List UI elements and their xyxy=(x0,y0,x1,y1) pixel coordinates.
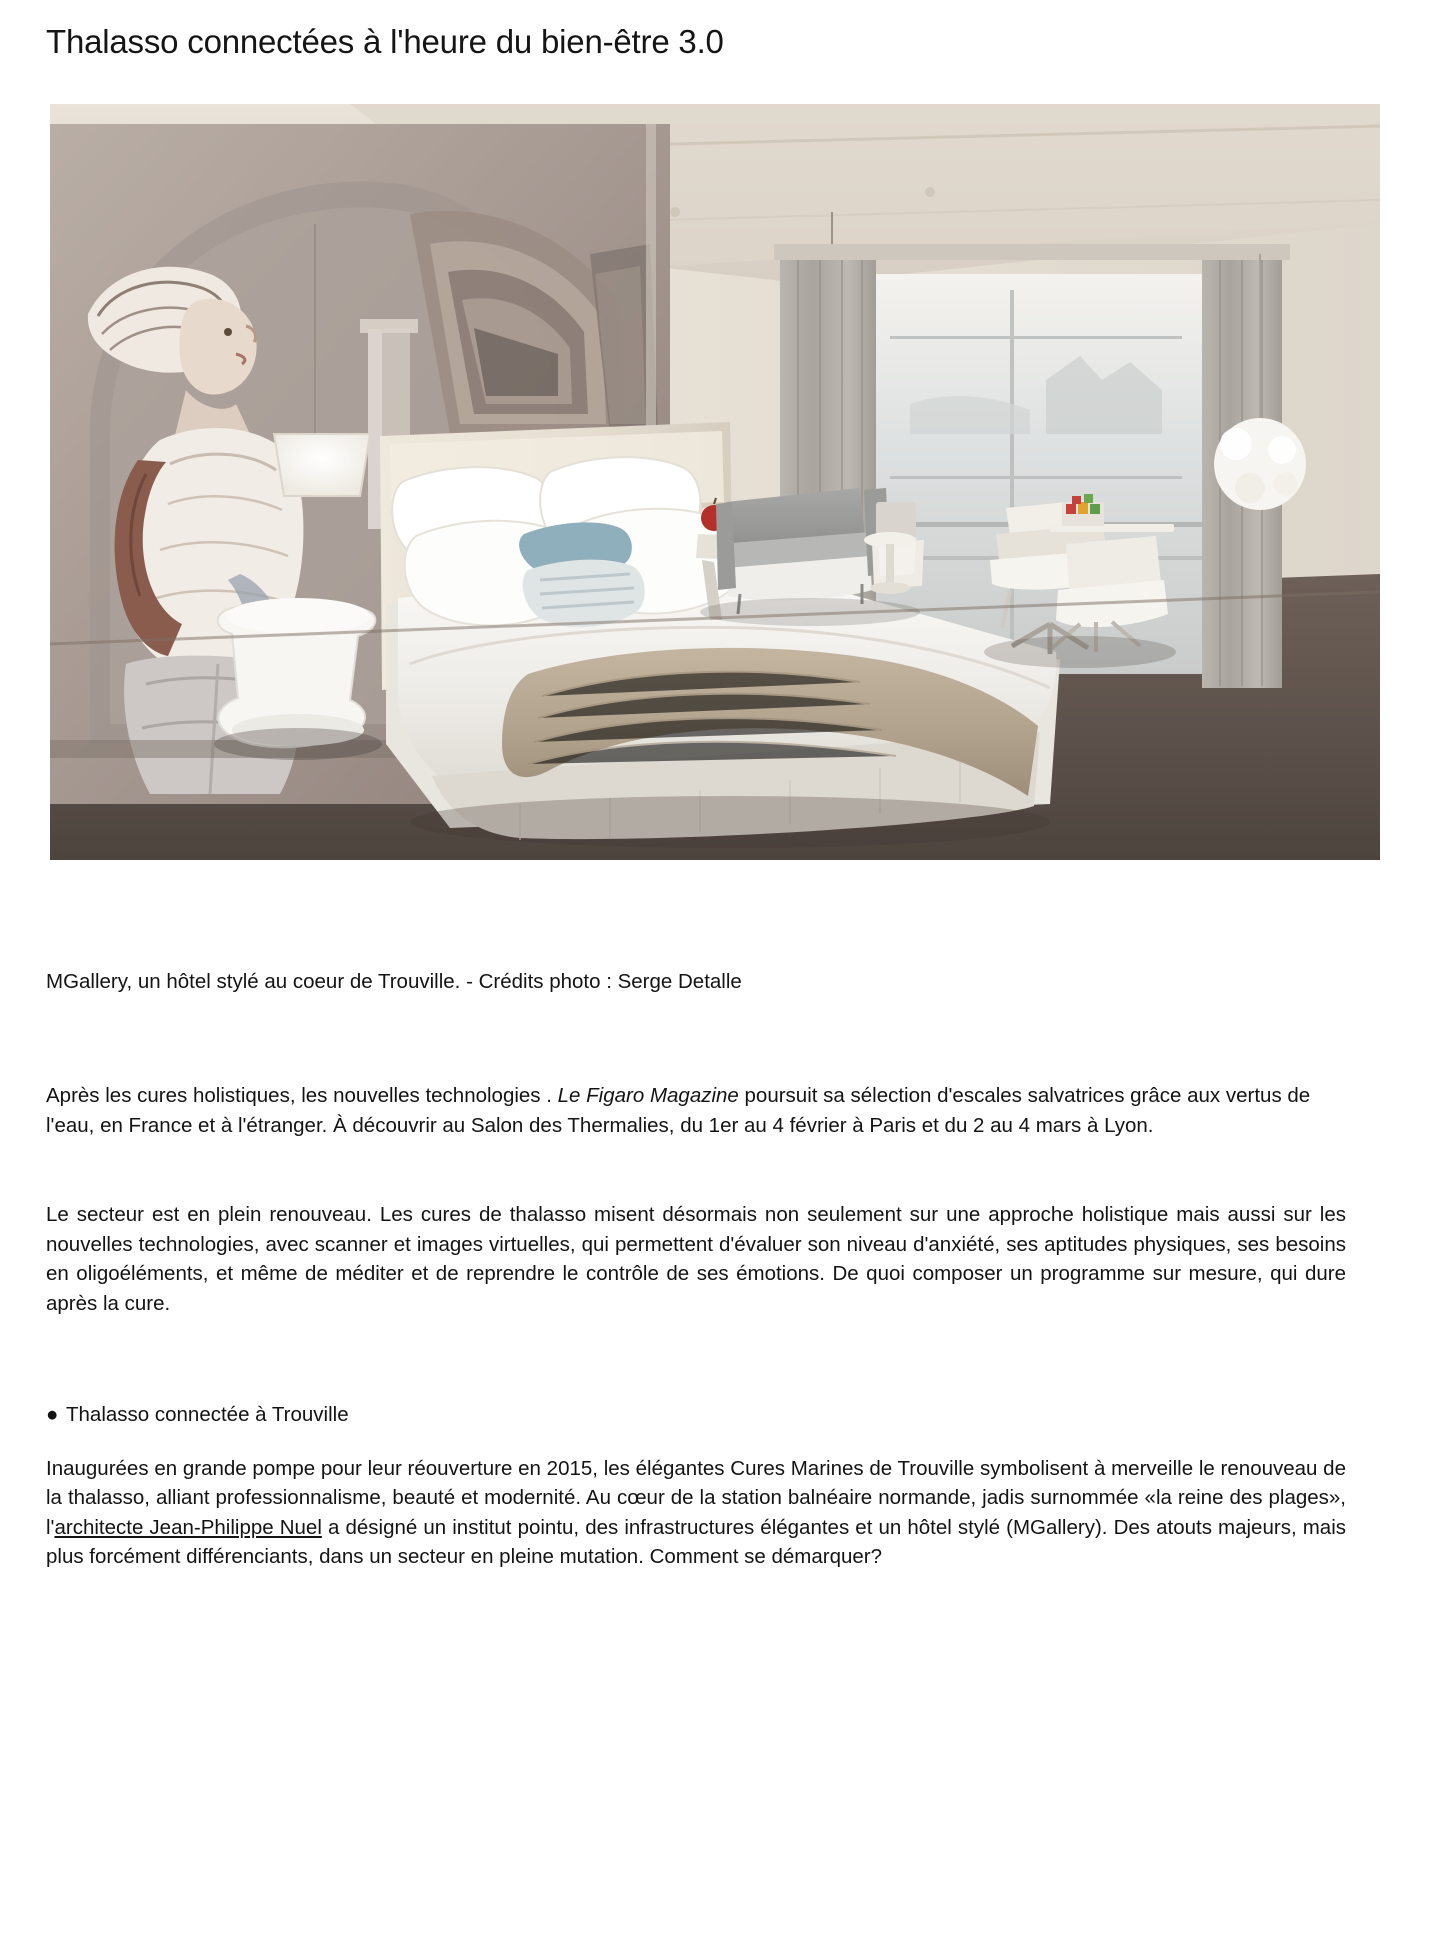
section-heading-trouville xyxy=(46,1400,1346,1430)
paragraph-2: Le secteur est en plein renouveau. Les cures de thalasso misent désormais non seulement sur une approche holistique mais aussi sur les nouvelles technologies, avec scanner et images virtuelles, qui permettent d'évaluer son niveau d'anxiété, ses aptitudes physiques, ses besoins en oligoéléments, et même de méditer et de reprendre le contrôle de ses émotions. De quoi composer un programme sur mesure, qui dure après la cure. xyxy=(46,1203,1346,1315)
paragraph-lead xyxy=(46,1081,1346,1140)
source-name: Le Figaro Magazine xyxy=(557,1084,739,1107)
section-heading-label: Thalasso connectée à Trouville xyxy=(66,1403,349,1426)
hotel-room-photo xyxy=(50,104,1380,860)
paragraph-3-part-2: a désigné un institut pointu, des infrastructures élégantes et un hôtel stylé (MGallery). Des atouts majeurs, mais plus forcément différenciants, dans un secteur en pleine mutation. Comment se démarquer? xyxy=(46,1515,1346,1568)
paragraph-3 xyxy=(46,1454,1346,1572)
hero-image xyxy=(50,104,1380,860)
bullet-marker-icon: ● xyxy=(46,1403,59,1426)
spacer-2 xyxy=(46,1344,1346,1400)
page-title: Thalasso connectées à l'heure du bien-être 3.0 xyxy=(46,23,724,60)
lead-part-1: Après les cures holistiques, les nouvelles technologies . xyxy=(46,1084,558,1107)
hero-caption: MGallery, un hôtel stylé au coeur de Trouville. - Crédits photo : Serge Detalle xyxy=(46,970,742,993)
lead-part-2: poursuit sa sélection d'escales salvatrices grâce aux vertus de l'eau, en France et à l'étranger. À découvrir au Salon des Thermalies, du 1er au 4 février à Paris et du 2 au 4 mars à Lyon. xyxy=(46,1084,1311,1137)
architect-link[interactable]: architecte Jean-Philippe Nuel xyxy=(54,1515,322,1539)
spacer-1 xyxy=(46,1166,1346,1200)
paragraph-3-part-1: Inaugurées en grande pompe pour leur réouverture en 2015, les élégantes Cures Marines de Trouville symbolisent à merveille le renouveau de la thalasso, alliant professionnalisme, beauté et modernité. Au cœur de la station balnéaire normande, jadis surnommée «la reine des plages», l' xyxy=(46,1456,1346,1539)
article-body xyxy=(46,1081,1346,1598)
